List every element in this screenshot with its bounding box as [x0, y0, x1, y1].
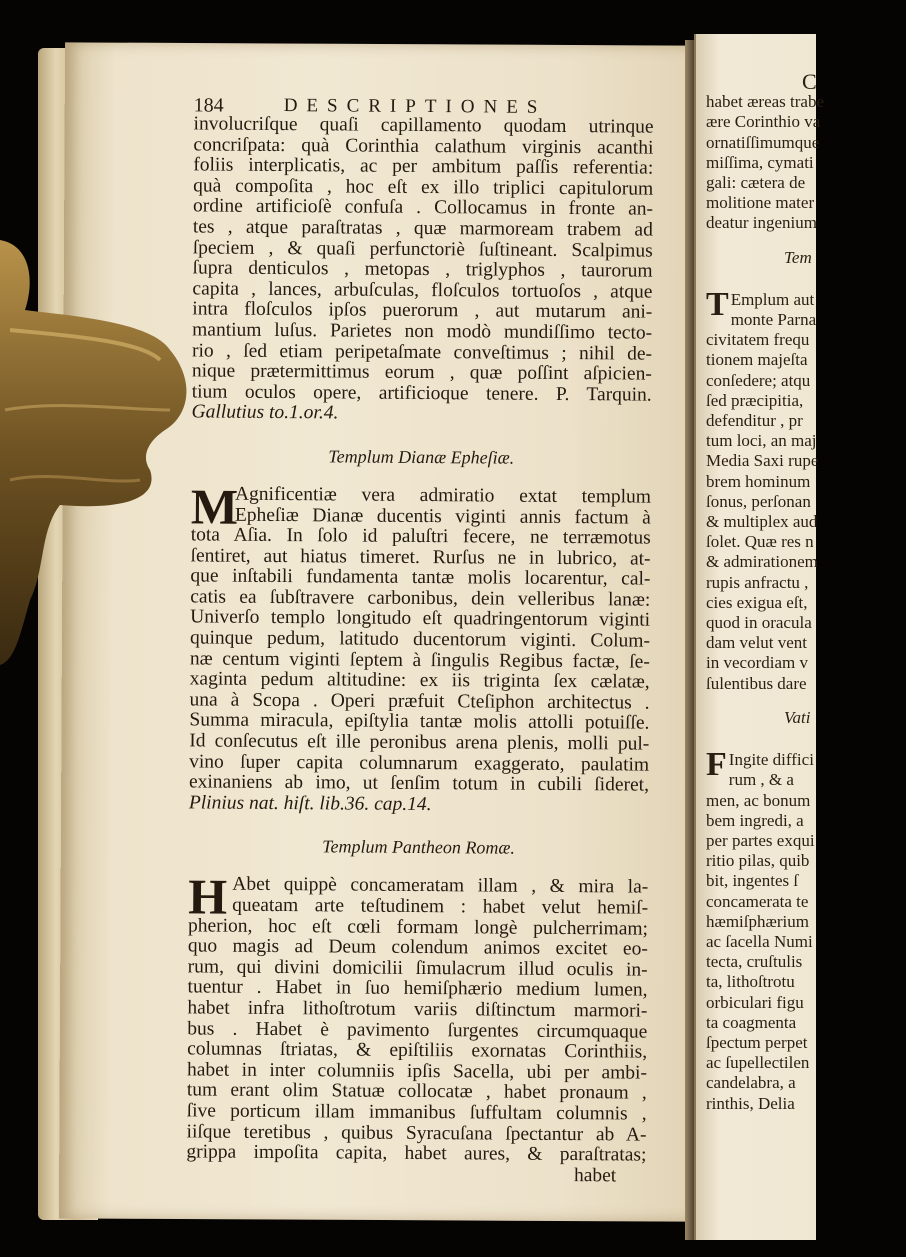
text-line: intra floſculos ipſos puerorum , aut mutarum ani- [192, 298, 653, 323]
text-line: Media Saxi rupe [706, 451, 819, 471]
text-line: ſpectum perpet [706, 1032, 808, 1052]
text-line: ta coagmenta [706, 1012, 797, 1032]
drop-cap: M [190, 478, 239, 535]
text-line: molitione mater [706, 193, 815, 213]
text-line: habet infra lithoſtrotum variis diſtinctum marmori- [187, 997, 648, 1022]
text-line: iiſque teretibus , quibus Syracuſana ſpectantur ab A- [186, 1120, 647, 1146]
section-heading: Templum Dianæ Epheſiæ. [328, 446, 515, 468]
section-paragraph [186, 868, 649, 1167]
text-line: bit, ingentes ſ [706, 871, 799, 891]
text-line: ac ſupellectilen [706, 1053, 810, 1073]
text-line: civitatem frequ [706, 330, 810, 350]
text-line: Univerſo templo longitudo eſt quadringentorum viginti [190, 606, 651, 632]
text-line: tecta, cruſtulis [706, 952, 803, 972]
right-page-header-letter: C [802, 69, 817, 94]
text-line: quinque pedum, latitudo ducentorum viginti. Colum- [189, 627, 651, 652]
text-line: queatam arte teſtudinem : habet velut hemiſ- [232, 894, 649, 919]
catchword: habet [573, 1164, 617, 1187]
text-line: ordine artificioſè confuſa . Collocamus in fronte an- [192, 195, 654, 220]
text-line: Agnificentiæ vera admiratio extat templum [234, 483, 652, 508]
text-line: ſolet. Quæ res n [706, 532, 814, 552]
text-line: bem ingredi, a [706, 810, 804, 830]
text-line: vino ſuper capita columnarum exaggerato, paulatim [189, 751, 650, 776]
text-line: miſſima, cymati [706, 152, 814, 172]
text-line: ſentiret, aut hiatus timeret. Rurſus ne in lubrico, at- [190, 545, 651, 570]
left-page-text [186, 94, 654, 1186]
text-line: ſive porticum illam immanibus ſuffultam columnis , [186, 1100, 647, 1125]
text-line: habet æreas trabe [706, 92, 824, 112]
text-line: cies exigua eſt, [706, 592, 808, 612]
text-line: ornatiſſimumque [706, 132, 820, 152]
right-page [694, 34, 824, 1240]
text-line: quod in oracula [706, 613, 812, 633]
text-line: ſulentibus dare [706, 673, 807, 693]
right-heading-1: Tem [784, 247, 812, 267]
right-heading-2: Vati [784, 707, 811, 727]
text-line: tes , atque paraſtratas , quæ marmoream trabem ad [192, 216, 653, 241]
text-line: gali: cætera de [706, 173, 806, 193]
text-line: ſonus, perſonan [706, 491, 811, 511]
page-number: 184 [193, 94, 224, 117]
text-line: tum loci, an maj [706, 431, 817, 451]
text-line: deatur ingenium [706, 213, 817, 233]
text-line: men, ac bonum [706, 790, 811, 810]
text-line: mantium luſus. Parietes non modò mundiſſimo tecto- [192, 319, 653, 344]
text-line: ac ſacella Numi [706, 931, 813, 951]
text-line: concriſpata: quà Corinthia calathum virginis acanthi [193, 134, 654, 159]
running-head: DESCRIPTIONES [283, 95, 547, 118]
section-paragraph [188, 478, 652, 796]
text-line: grippa impoſita capita, habet aures, & paraſtratas; [186, 1141, 647, 1166]
text-line: per partes exqui [706, 830, 815, 850]
text-line: ta, lithoſtrotu [706, 972, 795, 992]
text-line: nique prætermittimus eorum , quæ poſſint aſpicien- [191, 360, 652, 385]
text-line: Emplum aut [730, 289, 815, 309]
text-line: tionem majeſta [706, 350, 808, 370]
text-line: Ingite diffici [728, 750, 814, 770]
text-line: rinthis, Delia [706, 1093, 795, 1113]
text-line: Id conſecutus eſt ille peronibus arena plenis, molli pul- [189, 730, 650, 755]
text-line: candelabra, a [706, 1073, 796, 1093]
text-line: tuentur . Habet in ſuo hemiſphærio medium lumen, [187, 976, 648, 1001]
text-line: tum erant olim Statuæ collocatæ , habet pronaum , [186, 1079, 647, 1104]
text-line: columnas ſtriatas, & epiſtiliis exornatas Corinthiis, [187, 1038, 648, 1063]
text-line: defenditur , pr [706, 411, 803, 431]
citation: Gallutius to.1.or.4. [191, 401, 339, 424]
text-line: in vecordiam v [706, 653, 808, 673]
text-line: una à Scopa . Operi præfuit Cteſiphon architectus . [189, 689, 650, 714]
text-line: capita , lances, arbuſculas, floſculos tortuoſos , atque [192, 278, 653, 303]
text-line: næ centum viginti ſeptem à ſingulis Regibus factæ, ſe- [189, 648, 650, 673]
text-line: exinaniens ab imo, ut ſenſim totum in cubili ſideret, [188, 771, 650, 796]
intro-paragraph [192, 114, 654, 406]
text-line: ritio pilas, quib [706, 851, 810, 871]
text-line: hæmiſphærium [706, 911, 809, 931]
text-line: Abet quippè concameratam illam , & mira la- [232, 874, 649, 899]
text-line: bus . Habet è pavimento ſurgentes circumquaque [187, 1017, 648, 1043]
text-line: tium oculos opere, artificioque tenere. P. Tarquin. [191, 381, 652, 406]
section-heading: Templum Pantheon Romæ. [322, 836, 516, 859]
text-line: rio , ſed etiam peripetaſmate conveſtimus ; nihil de- [191, 339, 653, 365]
text-line: conſedere; atqu [706, 370, 811, 390]
drop-cap: F [706, 746, 727, 784]
text-line: foliis interplicatis, ac per ambitum paſſis referentia: [193, 154, 654, 179]
text-line: xaginta pedum altitudine: ex iis triginta ſex cælatæ, [189, 668, 650, 693]
text-line: & multiplex aud [706, 512, 818, 532]
text-line: involucriſque quaſi capillamento quodam utrinque [193, 113, 654, 138]
drop-cap: T [706, 285, 729, 323]
citation: Plinius nat. hiſt. lib.36. cap.14. [188, 792, 432, 815]
text-line: catis ea ſubſtravere carbonibus, dein velleribus lanæ: [190, 586, 651, 611]
drop-cap: H [188, 868, 228, 926]
text-line: brem hominum [706, 471, 811, 491]
text-line: orbiculari figu [706, 992, 804, 1012]
text-line: quà compoſita , hoc eſt ex illo triplici capitulorum [193, 175, 654, 200]
text-line: ſpeciem , & quaſi perfunctoriè ſuſtineant. Scalpimus [192, 236, 653, 262]
right-page-text [706, 69, 906, 1114]
text-line: ſed præcipitia, [706, 390, 804, 410]
text-line: que inſtabili fundamenta tantæ molis locarentur, cal- [190, 565, 651, 590]
text-line: rum , & a [728, 770, 794, 790]
text-line: Summa miracula, epiſtylia tantæ molis attolli potuiſſe. [189, 709, 650, 735]
text-line: quo magis ad Deum colendum animos excitet eo- [187, 935, 648, 960]
text-line: & admirationem [706, 552, 818, 572]
text-line: ære Corinthio va [706, 112, 821, 132]
text-line: habet in inter columniis ipſis Sacella, ubi per ambi- [186, 1059, 648, 1084]
text-line: pherion, hoc eſt cœli formam longè pulcherrimam; [187, 914, 649, 940]
text-line: concamerata te [706, 891, 809, 911]
text-line: tota Aſia. In ſolo id paluſtri fecere, ne terræmotus [190, 524, 651, 549]
text-line: rum, qui divini domicilii ſimulacrum illud oculis in- [187, 956, 648, 981]
text-line: ſupra denticulos , metopas , triglyphos , taurorum [192, 257, 653, 282]
text-line: Epheſiæ Dianæ ducentis viginti annis factum à [234, 504, 651, 529]
text-line: rupis anfractu , [706, 572, 809, 592]
gilded-bookstand-ornament [0, 240, 195, 665]
text-line: dam velut vent [706, 633, 808, 653]
text-line: monte Parna [730, 310, 817, 330]
